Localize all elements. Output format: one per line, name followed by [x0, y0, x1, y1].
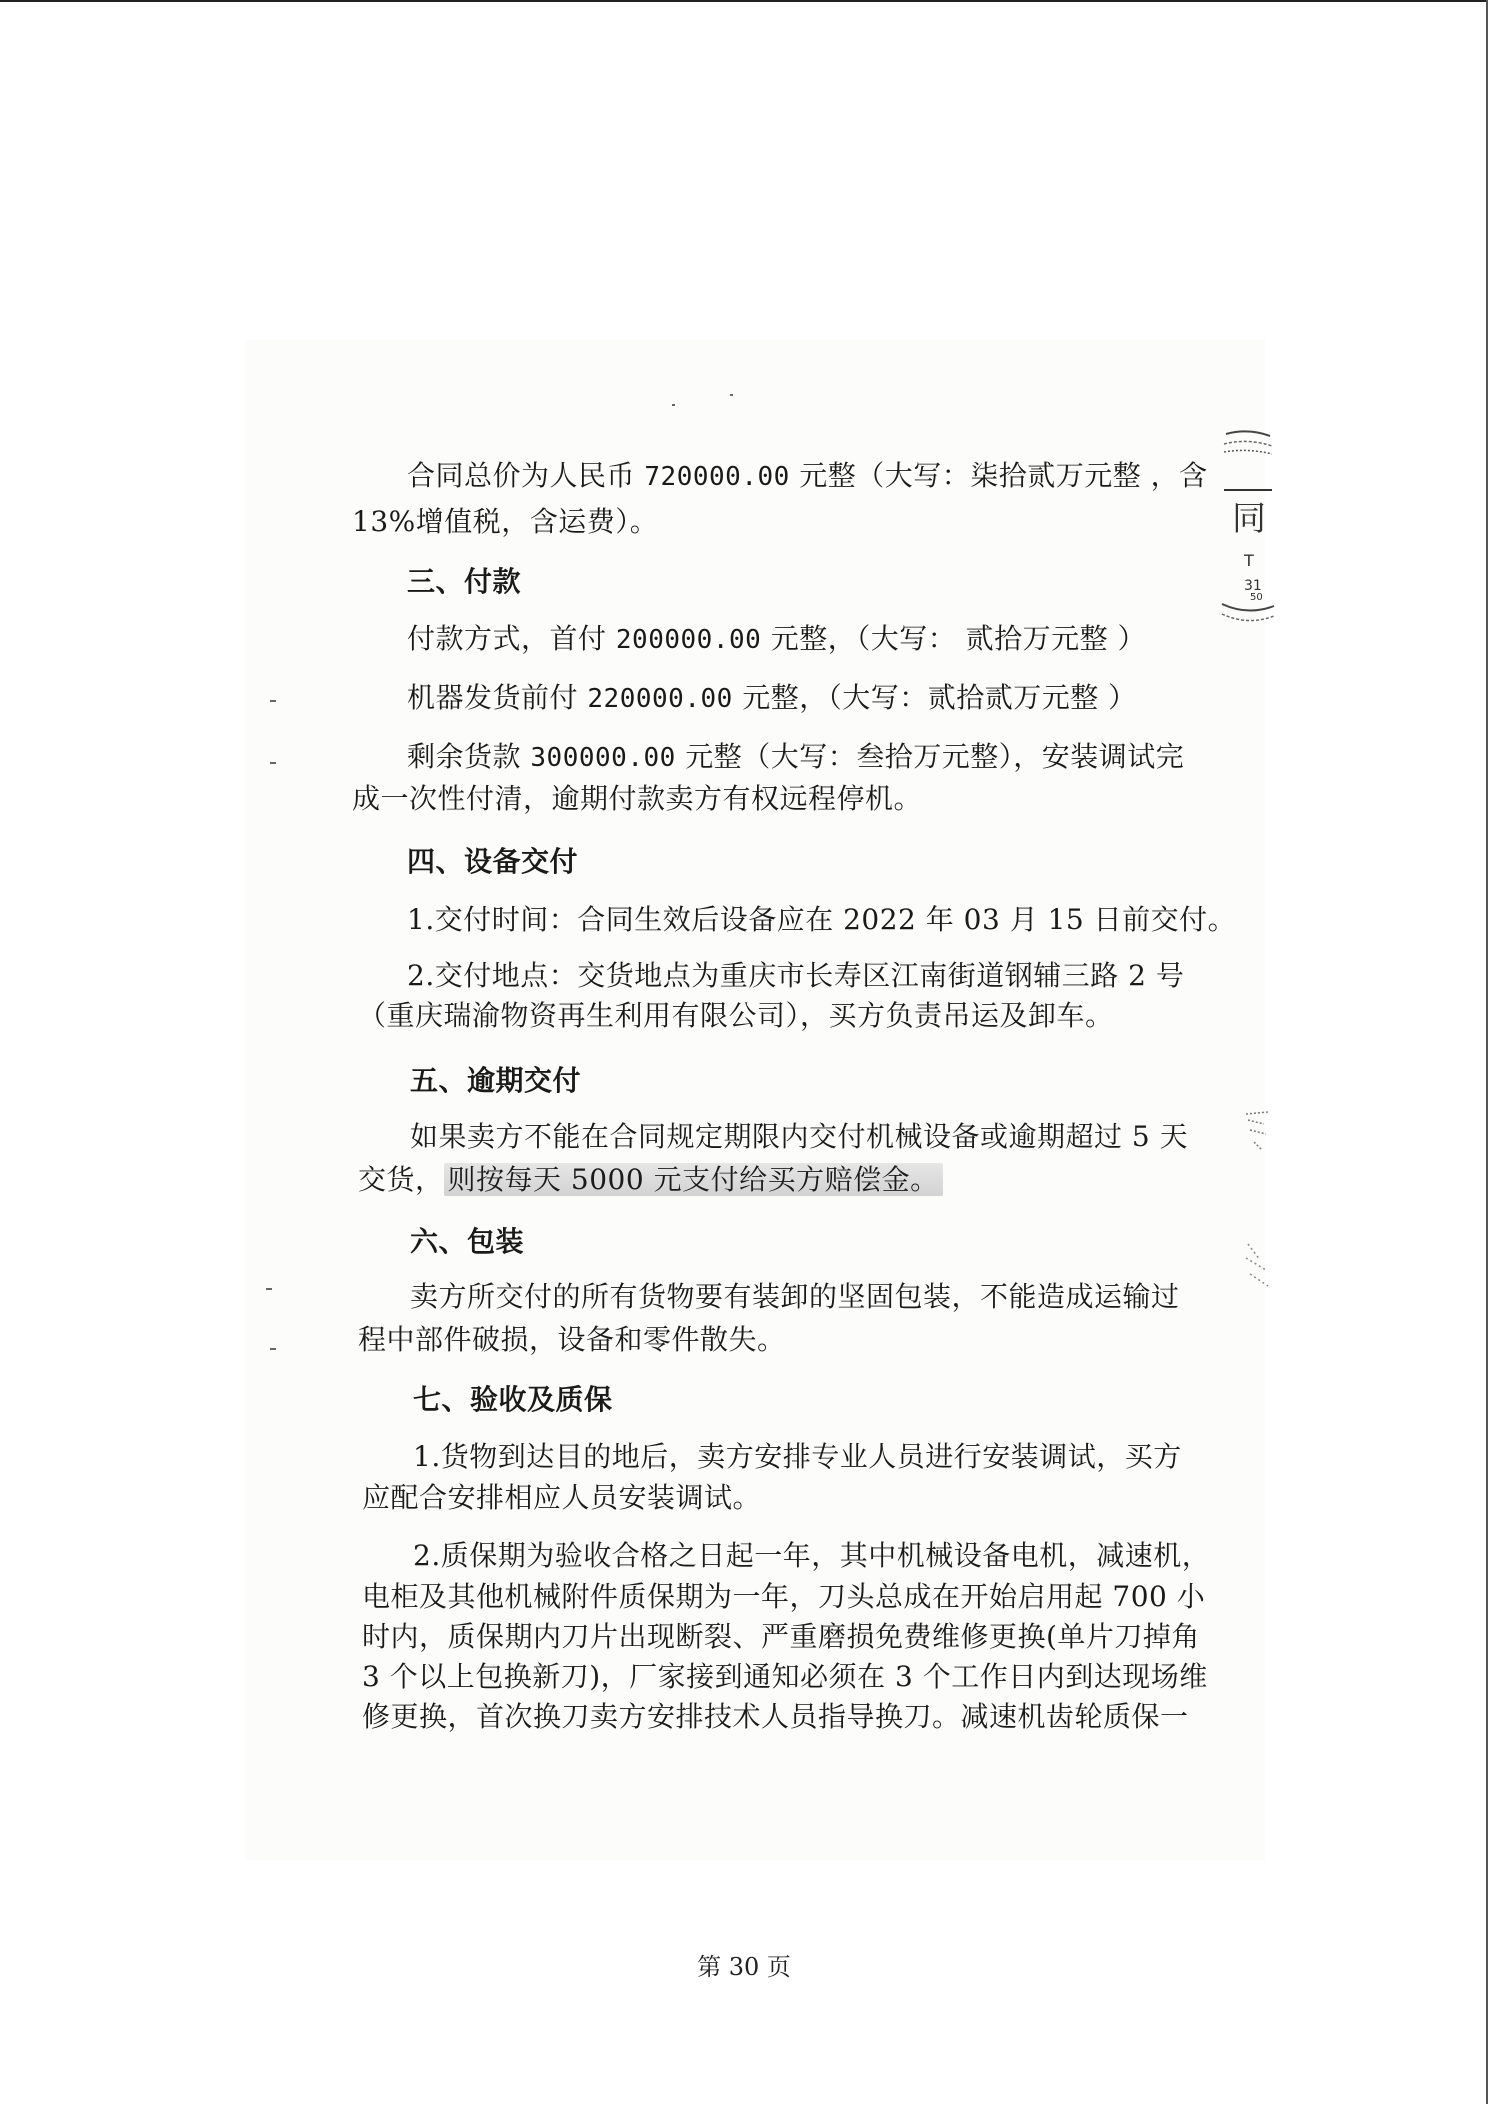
- scan-speck: [672, 404, 675, 406]
- text-line: [407, 900, 1236, 940]
- text-segment: 程中部件破损，设备和零件散失。: [358, 1323, 786, 1356]
- scan-speck: [270, 700, 276, 702]
- highlighted-text: 则按每天 5000 元支付给买方赔偿金。: [444, 1163, 943, 1196]
- text-segment: 2.交付地点：交货地点为重庆市长寿区江南街道钢辅三路 2 号: [407, 959, 1185, 992]
- scan-speck: [730, 394, 733, 396]
- text-line: [362, 1617, 1200, 1657]
- text-line: [358, 996, 1114, 1036]
- seal-char: 50: [1250, 592, 1263, 603]
- text-segment: 1.交付时间：合同生效后设备应在 2022 年 03 月 15 日前交付。: [407, 903, 1237, 936]
- text-line: [352, 502, 658, 542]
- text-line: [407, 619, 1146, 660]
- text-segment: 1.货物到达目的地后，卖方安排专业人员进行安装调试，买方: [413, 1440, 1182, 1473]
- scan-noise-mark: [1244, 1110, 1270, 1160]
- seal-stamp-fragment: [1218, 430, 1276, 630]
- section-heading-delivery: [407, 842, 578, 882]
- amount-text: 300000.00: [530, 743, 676, 773]
- scan-noise-mark: [1244, 1240, 1270, 1290]
- section-heading-packaging: [410, 1222, 524, 1262]
- text-segment: 电柜及其他机械附件质保期为一年，刀头总成在开始启用起 700 小: [362, 1580, 1206, 1613]
- text-segment: 剩余货款: [407, 740, 531, 773]
- text-segment: 七、验收及质保: [413, 1383, 613, 1416]
- amount-text: 720000.00: [644, 462, 790, 492]
- text-segment: 成一次性付清，逾期付款卖方有权远程停机。: [352, 782, 923, 815]
- seal-char: T: [1244, 551, 1254, 570]
- text-segment: 元整（大写：叁拾万元整），安装调试完: [675, 740, 1185, 773]
- text-line: [413, 1536, 1210, 1576]
- page-number: 第 30 页: [697, 1953, 791, 1981]
- text-segment: 六、包装: [410, 1225, 525, 1258]
- text-segment: 3 个以上包换新刀)，厂家接到通知必须在 3 个工作日内到达现场维: [362, 1660, 1208, 1693]
- text-segment: 13%增值税，含运费）。: [352, 505, 659, 538]
- text-line: [410, 1117, 1188, 1157]
- seal-char: 31: [1244, 578, 1262, 594]
- text-segment: 元整（大写：柒拾贰万元整 ，含: [789, 459, 1208, 492]
- text-segment: 如果卖方不能在合同规定期限内交付机械设备或逾期超过 5 天: [410, 1120, 1189, 1153]
- text-line: [362, 1697, 1189, 1737]
- text-line: [407, 737, 1184, 778]
- text-line: [407, 678, 1137, 719]
- text-line: [358, 1320, 786, 1360]
- text-segment: 三、付款: [407, 565, 522, 598]
- text-line: [410, 1277, 1180, 1317]
- scan-speck: [266, 1288, 272, 1290]
- text-segment: 元整，（大写：贰拾贰万元整 ）: [732, 681, 1137, 714]
- scan-speck: [270, 762, 276, 764]
- section-heading-acceptance: [413, 1380, 613, 1420]
- text-segment: （重庆瑞渝物资再生利用有限公司），买方负责吊运及卸车。: [358, 999, 1114, 1032]
- text-segment: 合同总价为人民币: [407, 459, 645, 492]
- section-heading-late-delivery: [410, 1061, 581, 1101]
- text-segment: 五、逾期交付: [410, 1064, 582, 1097]
- text-line: [407, 956, 1184, 996]
- text-segment: 2.质保期为验收合格之日起一年，其中机械设备电机，减速机，: [413, 1539, 1211, 1572]
- text-line: [407, 456, 1208, 497]
- text-line: [352, 779, 922, 819]
- text-segment: 交货，: [358, 1163, 444, 1196]
- text-line: [358, 1160, 943, 1200]
- amount-text: 200000.00: [615, 625, 762, 655]
- text-segment: 修更换，首次换刀卖方安排技术人员指导换刀。减速机齿轮质保一: [362, 1700, 1189, 1733]
- scan-speck: [270, 1348, 276, 1350]
- text-segment: 机器发货前付: [407, 681, 588, 714]
- text-segment: 应配合安排相应人员安装调试。: [362, 1481, 762, 1514]
- amount-text: 220000.00: [587, 684, 733, 714]
- text-line: [362, 1577, 1205, 1617]
- text-segment: 卖方所交付的所有货物要有装卸的坚固包装，不能造成运输过: [410, 1280, 1180, 1313]
- text-segment: 时内，质保期内刀片出现断裂、严重磨损免费维修更换(单片刀掉角: [362, 1620, 1200, 1653]
- text-line: [362, 1657, 1208, 1697]
- text-line: [413, 1437, 1182, 1477]
- text-segment: 元整，（大写： 贰拾万元整 ）: [761, 622, 1146, 655]
- text-line: [362, 1478, 761, 1518]
- seal-char: 同: [1232, 499, 1266, 539]
- section-heading-payment: [407, 562, 521, 602]
- text-segment: 四、设备交付: [407, 845, 579, 878]
- text-segment: 付款方式，首付: [407, 622, 616, 655]
